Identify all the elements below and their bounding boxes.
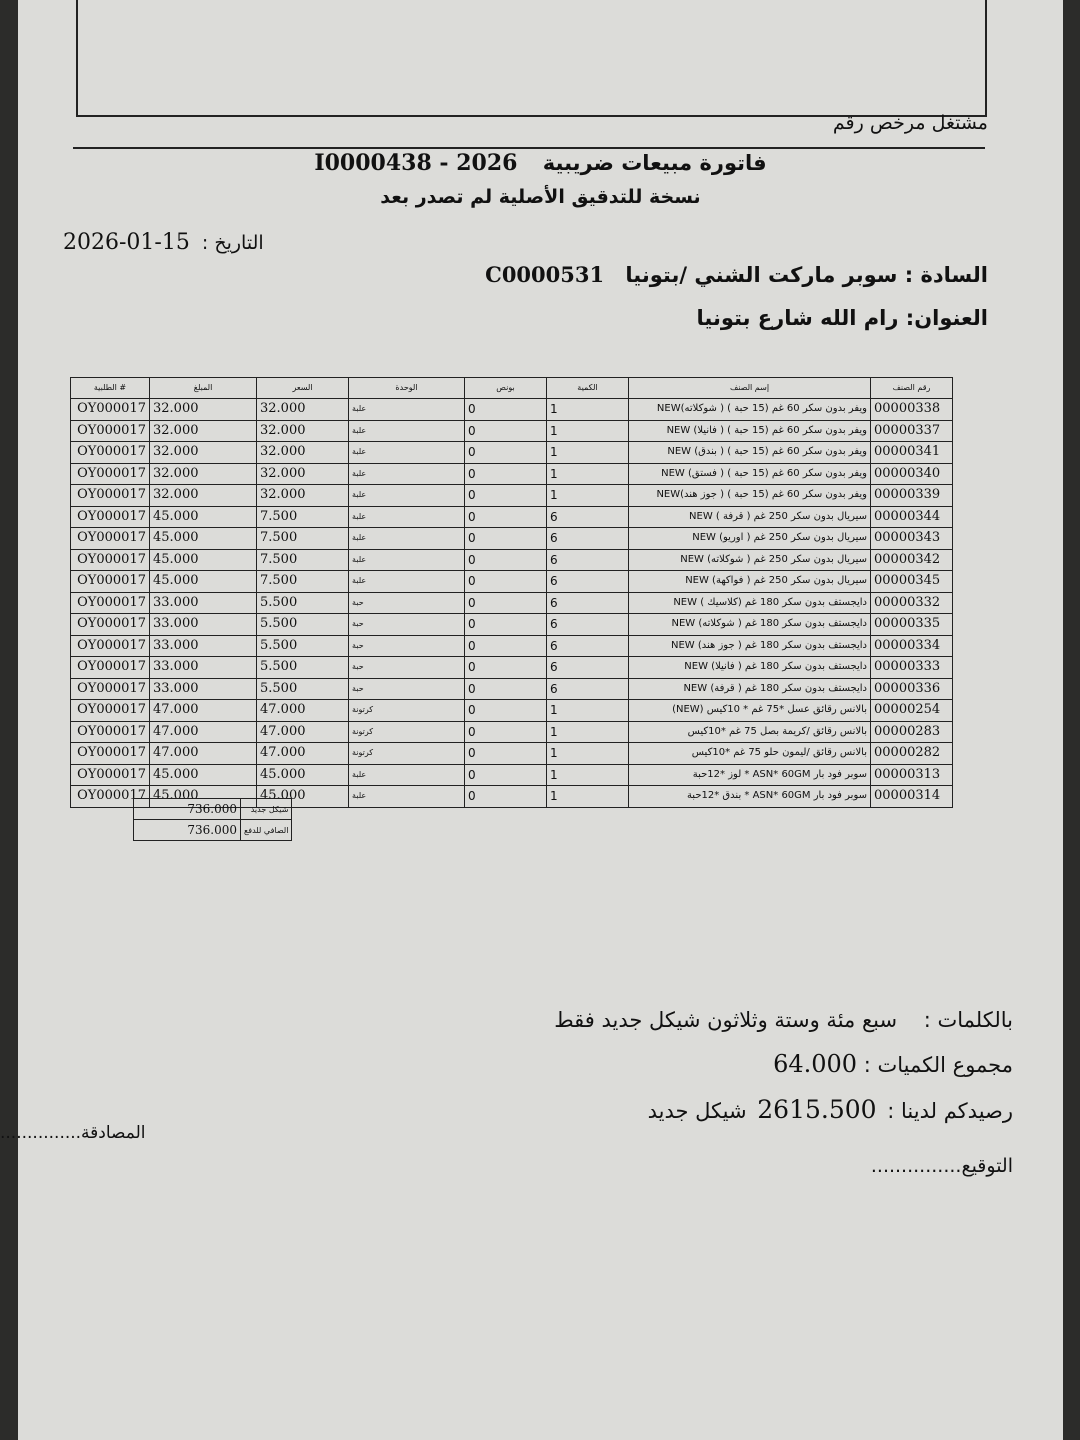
item-unit: علبة [349, 571, 465, 593]
item-name: سيريال بدون سكر 250 غم ( فواكهة) NEW [629, 571, 871, 593]
item-code: 00000341 [871, 442, 953, 464]
item-quantity: 6 [547, 657, 629, 679]
item-order-number: OY000017 [71, 657, 150, 679]
total-row [134, 799, 292, 820]
item-name: بالانس رقائق /كريمة بصل 75 غم *10كيس [629, 721, 871, 743]
item-amount: 47.000 [150, 700, 257, 722]
approval-line: المصادقة............... [0, 1123, 146, 1143]
item-order-number: OY000017 [71, 399, 150, 421]
table-row [71, 678, 953, 700]
item-name: دايجستف بدون سكر 180 غم ( جوز هند) NEW [629, 635, 871, 657]
column-header: # الطلبية [71, 378, 150, 399]
invoice-subtitle: نسخة للتدقيق الأصلية لم تصدر بعد [380, 186, 701, 208]
item-price: 7.500 [257, 549, 349, 571]
item-name: سيريال بدون سكر 250 غم ( قرفة ) NEW [629, 506, 871, 528]
net-row [134, 820, 292, 841]
item-unit: علبة [349, 506, 465, 528]
item-bonus: 0 [465, 399, 547, 421]
item-name: ويفر بدون سكر 60 غم (15 حبة ) ( جوز هند)NEW [629, 485, 871, 507]
item-bonus: 0 [465, 463, 547, 485]
address-line [697, 306, 988, 330]
net-value: 736.000 [134, 820, 241, 841]
item-code: 00000343 [871, 528, 953, 550]
balance-label: رصيدكم لدينا : [887, 1099, 1013, 1123]
item-order-number: OY000017 [71, 571, 150, 593]
item-order-number: OY000017 [71, 463, 150, 485]
item-code: 00000333 [871, 657, 953, 679]
item-price: 5.500 [257, 678, 349, 700]
item-quantity: 1 [547, 786, 629, 808]
item-unit: حبة [349, 614, 465, 636]
item-quantity: 1 [547, 700, 629, 722]
table-row [71, 721, 953, 743]
table-row [71, 635, 953, 657]
items-table [70, 377, 953, 808]
balance-line [648, 1095, 1013, 1124]
item-quantity: 6 [547, 592, 629, 614]
item-quantity: 1 [547, 442, 629, 464]
table-row [71, 463, 953, 485]
qty-total-label: مجموع الكميات : [863, 1053, 1013, 1077]
item-name: ويفر بدون سكر 60 غم (15 حبة ) ( فستق) NEW [629, 463, 871, 485]
table-row [71, 743, 953, 765]
item-bonus: 0 [465, 635, 547, 657]
item-amount: 33.000 [150, 657, 257, 679]
item-amount: 32.000 [150, 442, 257, 464]
item-order-number: OY000017 [71, 786, 150, 808]
item-amount: 32.000 [150, 485, 257, 507]
item-unit: علبة [349, 463, 465, 485]
customer-line [485, 262, 988, 287]
item-quantity: 6 [547, 678, 629, 700]
item-unit: كرتونة [349, 743, 465, 765]
item-unit: حبة [349, 678, 465, 700]
item-amount: 47.000 [150, 721, 257, 743]
item-bonus: 0 [465, 743, 547, 765]
item-unit: كرتونة [349, 721, 465, 743]
item-order-number: OY000017 [71, 420, 150, 442]
item-order-number: OY000017 [71, 721, 150, 743]
item-quantity: 1 [547, 420, 629, 442]
item-quantity: 6 [547, 528, 629, 550]
item-unit: علبة [349, 399, 465, 421]
item-amount: 33.000 [150, 678, 257, 700]
item-name: دايجستف بدون سكر 180 غم ( شوكلاته) NEW [629, 614, 871, 636]
item-code: 00000282 [871, 743, 953, 765]
table-row [71, 528, 953, 550]
customer-label: السادة : [904, 263, 988, 287]
total-value: 736.000 [134, 799, 241, 820]
item-code: 00000342 [871, 549, 953, 571]
words-label: بالكلمات : [923, 1008, 1013, 1032]
item-bonus: 0 [465, 571, 547, 593]
item-order-number: OY000017 [71, 592, 150, 614]
balance-value: 2615.500 [757, 1095, 877, 1124]
item-price: 47.000 [257, 743, 349, 765]
item-code: 00000313 [871, 764, 953, 786]
table-row [71, 549, 953, 571]
item-price: 7.500 [257, 571, 349, 593]
table-row [71, 614, 953, 636]
item-unit: علبة [349, 786, 465, 808]
item-price: 45.000 [257, 786, 349, 808]
item-order-number: OY000017 [71, 743, 150, 765]
item-order-number: OY000017 [71, 614, 150, 636]
item-amount: 45.000 [150, 549, 257, 571]
item-price: 5.500 [257, 635, 349, 657]
table-row [71, 657, 953, 679]
item-amount: 32.000 [150, 420, 257, 442]
item-quantity: 6 [547, 549, 629, 571]
item-unit: حبة [349, 635, 465, 657]
item-amount: 45.000 [150, 571, 257, 593]
item-unit: حبة [349, 592, 465, 614]
item-name: سيريال بدون سكر 250 غم ( اوريو) NEW [629, 528, 871, 550]
header-divider [73, 147, 985, 149]
date-value: 2026-01-15 [63, 230, 190, 255]
item-bonus: 0 [465, 786, 547, 808]
items-table-body [71, 399, 953, 808]
balance-currency: شيكل جديد [647, 1099, 747, 1123]
item-quantity: 1 [547, 485, 629, 507]
table-row [71, 420, 953, 442]
item-amount: 33.000 [150, 635, 257, 657]
item-code: 00000314 [871, 786, 953, 808]
table-row [71, 399, 953, 421]
item-name: ويفر بدون سكر 60 غم (15 حبة ) ( شوكلاته)NEW [629, 399, 871, 421]
address-label: العنوان: [905, 306, 988, 330]
quantity-total-line [773, 1050, 1013, 1078]
table-row [71, 571, 953, 593]
item-price: 32.000 [257, 420, 349, 442]
invoice-number: I0000438 - 2026 [314, 150, 518, 176]
item-code: 00000338 [871, 399, 953, 421]
item-quantity: 6 [547, 635, 629, 657]
item-unit: علبة [349, 420, 465, 442]
date-label: التاريخ : [201, 232, 264, 254]
column-header: السعر [257, 378, 349, 399]
item-order-number: OY000017 [71, 442, 150, 464]
item-code: 00000345 [871, 571, 953, 593]
item-order-number: OY000017 [71, 485, 150, 507]
totals-table [133, 798, 292, 841]
item-name: ويفر بدون سكر 60 غم (15 حبة ) ( بندق) NEW [629, 442, 871, 464]
item-code: 00000335 [871, 614, 953, 636]
item-name: سوبر فود بار ASN* 60GM * لوز *12حبة [629, 764, 871, 786]
item-name: دايجستف بدون سكر 180 غم (كلاسيك ) NEW [629, 592, 871, 614]
item-amount: 45.000 [150, 786, 257, 808]
column-header: بونص [465, 378, 547, 399]
signature-line: التوقيع............... [870, 1155, 1013, 1177]
item-price: 5.500 [257, 614, 349, 636]
column-header: الوحدة [349, 378, 465, 399]
item-order-number: OY000017 [71, 764, 150, 786]
item-bonus: 0 [465, 657, 547, 679]
item-code: 00000334 [871, 635, 953, 657]
column-header: المبلغ [150, 378, 257, 399]
item-bonus: 0 [465, 485, 547, 507]
item-price: 32.000 [257, 399, 349, 421]
item-amount: 45.000 [150, 528, 257, 550]
item-bonus: 0 [465, 721, 547, 743]
item-price: 47.000 [257, 721, 349, 743]
item-amount: 45.000 [150, 506, 257, 528]
item-name: ويفر بدون سكر 60 غم (15 حبة ) ( فانيلا) NEW [629, 420, 871, 442]
item-quantity: 1 [547, 764, 629, 786]
item-code: 00000344 [871, 506, 953, 528]
letterhead-box [76, 0, 987, 117]
table-row [71, 442, 953, 464]
item-code: 00000254 [871, 700, 953, 722]
item-price: 7.500 [257, 528, 349, 550]
item-order-number: OY000017 [71, 528, 150, 550]
item-name: بالانس رقائق عسل *75 غم * 10كيس (NEW) [629, 700, 871, 722]
item-bonus: 0 [465, 614, 547, 636]
customer-name: سوبر ماركت الشني /بتونيا [625, 263, 898, 287]
item-price: 5.500 [257, 657, 349, 679]
item-code: 00000339 [871, 485, 953, 507]
table-row [71, 764, 953, 786]
item-order-number: OY000017 [71, 678, 150, 700]
item-amount: 33.000 [150, 592, 257, 614]
item-bonus: 0 [465, 678, 547, 700]
column-header: الكمية [547, 378, 629, 399]
item-unit: كرتونة [349, 700, 465, 722]
item-unit: علبة [349, 549, 465, 571]
item-bonus: 0 [465, 506, 547, 528]
address-value: رام الله شارع بتونيا [696, 306, 899, 330]
item-code: 00000332 [871, 592, 953, 614]
item-quantity: 6 [547, 506, 629, 528]
item-amount: 47.000 [150, 743, 257, 765]
amount-in-words-line [554, 1008, 1013, 1032]
date-line [63, 230, 264, 255]
column-header: رقم الصنف [871, 378, 953, 399]
item-amount: 32.000 [150, 463, 257, 485]
item-price: 32.000 [257, 485, 349, 507]
qty-total-value: 64.000 [773, 1050, 858, 1078]
item-name: دايجستف بدون سكر 180 غم ( فانيلا) NEW [629, 657, 871, 679]
item-unit: حبة [349, 657, 465, 679]
item-quantity: 1 [547, 399, 629, 421]
item-code: 00000340 [871, 463, 953, 485]
item-name: بالانس رقائق /ليمون حلو 75 غم *10كيس [629, 743, 871, 765]
item-quantity: 6 [547, 571, 629, 593]
column-header: إسم الصنف [629, 378, 871, 399]
item-amount: 32.000 [150, 399, 257, 421]
total-label: شيكل جديد [241, 799, 292, 820]
table-row [71, 485, 953, 507]
item-quantity: 1 [547, 463, 629, 485]
item-price: 45.000 [257, 764, 349, 786]
table-row [71, 506, 953, 528]
table-header-row [71, 378, 953, 399]
table-row [71, 592, 953, 614]
item-order-number: OY000017 [71, 549, 150, 571]
item-quantity: 6 [547, 614, 629, 636]
item-code: 00000337 [871, 420, 953, 442]
item-name: دايجستف بدون سكر 180 غم ( قرفة) NEW [629, 678, 871, 700]
item-name: سوبر فود بار ASN* 60GM * بندق *12حبة [629, 786, 871, 808]
item-unit: علبة [349, 485, 465, 507]
item-unit: علبة [349, 764, 465, 786]
item-code: 00000336 [871, 678, 953, 700]
item-price: 5.500 [257, 592, 349, 614]
item-bonus: 0 [465, 764, 547, 786]
item-bonus: 0 [465, 592, 547, 614]
item-amount: 33.000 [150, 614, 257, 636]
item-price: 47.000 [257, 700, 349, 722]
item-bonus: 0 [465, 442, 547, 464]
item-bonus: 0 [465, 700, 547, 722]
item-unit: علبة [349, 528, 465, 550]
net-label: الصافي للدفع [241, 820, 292, 841]
item-code: 00000283 [871, 721, 953, 743]
item-unit: علبة [349, 442, 465, 464]
item-order-number: OY000017 [71, 700, 150, 722]
item-price: 32.000 [257, 463, 349, 485]
item-order-number: OY000017 [71, 635, 150, 657]
licensed-operator-label: مشتغل مرخص رقم [832, 112, 988, 134]
words-value: سبع مئة وستة وثلاثون شيكل جديد فقط [554, 1008, 898, 1032]
item-quantity: 1 [547, 743, 629, 765]
item-order-number: OY000017 [71, 506, 150, 528]
item-quantity: 1 [547, 721, 629, 743]
item-name: سيريال بدون سكر 250 غم ( شوكلاته) NEW [629, 549, 871, 571]
invoice-title-line [18, 150, 1063, 176]
invoice-title: فاتورة مبيعات ضريبية [542, 151, 767, 175]
item-amount: 45.000 [150, 764, 257, 786]
item-bonus: 0 [465, 528, 547, 550]
item-price: 7.500 [257, 506, 349, 528]
item-bonus: 0 [465, 549, 547, 571]
item-bonus: 0 [465, 420, 547, 442]
table-row [71, 700, 953, 722]
item-price: 32.000 [257, 442, 349, 464]
customer-code: C0000531 [485, 262, 605, 287]
